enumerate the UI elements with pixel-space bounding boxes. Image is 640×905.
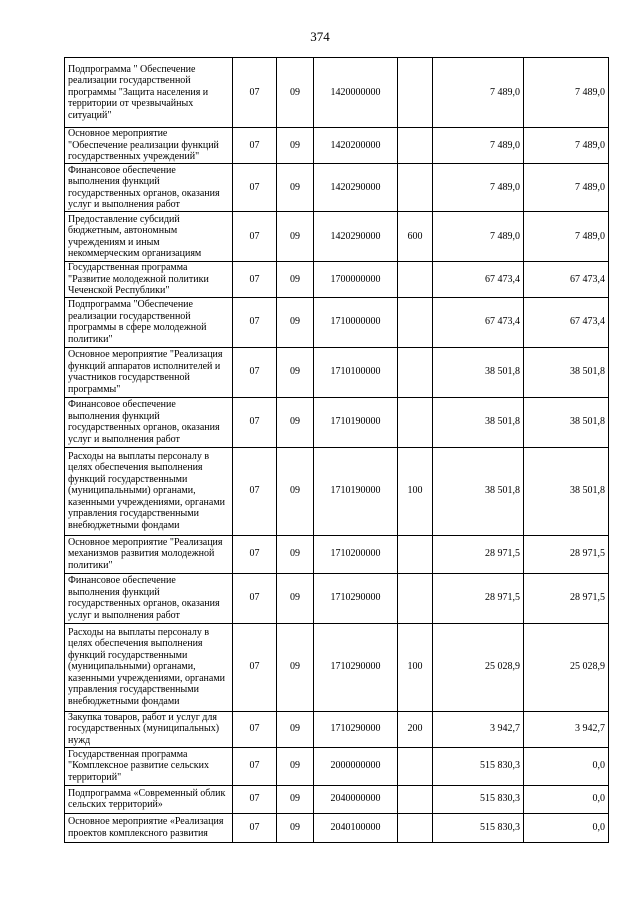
table-row bbox=[65, 262, 609, 298]
row-target-article: 1420290000 bbox=[314, 212, 398, 262]
row-target-article: 1710200000 bbox=[314, 535, 398, 573]
row-name: Расходы на выплаты персоналу в целях обеспечения выполнения функций государственными (муниципальными) органами, казенными учреждениями, органами управления государственными внебюджетными фондами bbox=[65, 447, 233, 535]
table-row bbox=[65, 535, 609, 573]
row-expense-type bbox=[398, 164, 433, 212]
row-target-article: 2040100000 bbox=[314, 813, 398, 842]
row-name: Подпрограмма «Современный облик сельских территорий» bbox=[65, 785, 233, 813]
row-sum-1: 38 501,8 bbox=[433, 347, 524, 397]
row-sum-1: 28 971,5 bbox=[433, 535, 524, 573]
row-subsection: 09 bbox=[277, 747, 314, 785]
row-section: 07 bbox=[233, 164, 277, 212]
row-sum-2: 0,0 bbox=[524, 747, 609, 785]
row-sum-2: 28 971,5 bbox=[524, 535, 609, 573]
row-expense-type bbox=[398, 297, 433, 347]
row-target-article: 1700000000 bbox=[314, 262, 398, 298]
row-sum-1: 28 971,5 bbox=[433, 573, 524, 623]
row-section: 07 bbox=[233, 58, 277, 128]
row-sum-1: 38 501,8 bbox=[433, 447, 524, 535]
row-name: Государственная программа "Комплексное развитие сельских территорий" bbox=[65, 747, 233, 785]
row-expense-type bbox=[398, 58, 433, 128]
row-sum-1: 515 830,3 bbox=[433, 785, 524, 813]
row-subsection: 09 bbox=[277, 813, 314, 842]
row-subsection: 09 bbox=[277, 58, 314, 128]
row-name: Закупка товаров, работ и услуг для государственных (муниципальных) нужд bbox=[65, 711, 233, 747]
row-section: 07 bbox=[233, 623, 277, 711]
row-section: 07 bbox=[233, 813, 277, 842]
table-row bbox=[65, 747, 609, 785]
row-name: Основное мероприятие «Реализация проектов комплексного развития bbox=[65, 813, 233, 842]
table-row bbox=[65, 813, 609, 842]
row-name: Основное мероприятие "Реализация функций аппаратов исполнителей и участников государственной программы" bbox=[65, 347, 233, 397]
row-subsection: 09 bbox=[277, 347, 314, 397]
row-name: Финансовое обеспечение выполнения функций государственных органов, оказания услуг и выполнения работ bbox=[65, 164, 233, 212]
row-sum-2: 38 501,8 bbox=[524, 347, 609, 397]
row-expense-type bbox=[398, 347, 433, 397]
row-expense-type bbox=[398, 128, 433, 164]
row-expense-type bbox=[398, 785, 433, 813]
row-name: Основное мероприятие "Реализация механизмов развития молодежной политики" bbox=[65, 535, 233, 573]
table-row bbox=[65, 128, 609, 164]
row-sum-1: 67 473,4 bbox=[433, 262, 524, 298]
row-sum-1: 3 942,7 bbox=[433, 711, 524, 747]
row-subsection: 09 bbox=[277, 711, 314, 747]
row-sum-2: 3 942,7 bbox=[524, 711, 609, 747]
table-row bbox=[65, 347, 609, 397]
row-target-article: 1710290000 bbox=[314, 573, 398, 623]
row-section: 07 bbox=[233, 128, 277, 164]
row-sum-2: 67 473,4 bbox=[524, 297, 609, 347]
row-expense-type bbox=[398, 397, 433, 447]
row-sum-1: 7 489,0 bbox=[433, 128, 524, 164]
row-section: 07 bbox=[233, 447, 277, 535]
row-subsection: 09 bbox=[277, 785, 314, 813]
row-sum-1: 515 830,3 bbox=[433, 747, 524, 785]
row-expense-type: 200 bbox=[398, 711, 433, 747]
row-sum-2: 0,0 bbox=[524, 813, 609, 842]
row-target-article: 2000000000 bbox=[314, 747, 398, 785]
row-name: Финансовое обеспечение выполнения функций государственных органов, оказания услуг и выполнения работ bbox=[65, 397, 233, 447]
row-sum-1: 25 028,9 bbox=[433, 623, 524, 711]
row-sum-2: 25 028,9 bbox=[524, 623, 609, 711]
row-expense-type bbox=[398, 535, 433, 573]
row-name: Государственная программа "Развитие молодежной политики Чеченской Республики" bbox=[65, 262, 233, 298]
row-sum-2: 7 489,0 bbox=[524, 164, 609, 212]
table-row bbox=[65, 623, 609, 711]
table-row bbox=[65, 297, 609, 347]
row-subsection: 09 bbox=[277, 212, 314, 262]
row-expense-type bbox=[398, 747, 433, 785]
row-sum-1: 7 489,0 bbox=[433, 164, 524, 212]
row-target-article: 1710000000 bbox=[314, 297, 398, 347]
row-target-article: 2040000000 bbox=[314, 785, 398, 813]
row-name: Подпрограмма "Обеспечение реализации государственной программы в сфере молодежной политики" bbox=[65, 297, 233, 347]
row-section: 07 bbox=[233, 262, 277, 298]
row-sum-1: 38 501,8 bbox=[433, 397, 524, 447]
row-section: 07 bbox=[233, 297, 277, 347]
table-row bbox=[65, 711, 609, 747]
table-row bbox=[65, 573, 609, 623]
table-row bbox=[65, 58, 609, 128]
row-expense-type bbox=[398, 813, 433, 842]
row-sum-2: 7 489,0 bbox=[524, 212, 609, 262]
row-name: Основное мероприятие "Обеспечение реализации функций государственных учреждений" bbox=[65, 128, 233, 164]
table-row bbox=[65, 212, 609, 262]
row-expense-type bbox=[398, 262, 433, 298]
row-section: 07 bbox=[233, 573, 277, 623]
row-target-article: 1710190000 bbox=[314, 447, 398, 535]
row-expense-type bbox=[398, 573, 433, 623]
row-subsection: 09 bbox=[277, 573, 314, 623]
row-target-article: 1710190000 bbox=[314, 397, 398, 447]
row-expense-type: 100 bbox=[398, 623, 433, 711]
row-sum-2: 7 489,0 bbox=[524, 58, 609, 128]
row-sum-2: 7 489,0 bbox=[524, 128, 609, 164]
row-target-article: 1710290000 bbox=[314, 711, 398, 747]
row-section: 07 bbox=[233, 711, 277, 747]
row-section: 07 bbox=[233, 212, 277, 262]
row-section: 07 bbox=[233, 347, 277, 397]
row-section: 07 bbox=[233, 535, 277, 573]
page-number: 374 bbox=[310, 29, 330, 44]
row-target-article: 1420200000 bbox=[314, 128, 398, 164]
row-sum-2: 0,0 bbox=[524, 785, 609, 813]
row-section: 07 bbox=[233, 785, 277, 813]
row-subsection: 09 bbox=[277, 447, 314, 535]
row-name: Финансовое обеспечение выполнения функций государственных органов, оказания услуг и выполнения работ bbox=[65, 573, 233, 623]
row-expense-type: 600 bbox=[398, 212, 433, 262]
row-subsection: 09 bbox=[277, 535, 314, 573]
row-subsection: 09 bbox=[277, 623, 314, 711]
row-sum-1: 7 489,0 bbox=[433, 212, 524, 262]
row-subsection: 09 bbox=[277, 262, 314, 298]
table-row bbox=[65, 164, 609, 212]
row-sum-1: 515 830,3 bbox=[433, 813, 524, 842]
row-target-article: 1710100000 bbox=[314, 347, 398, 397]
row-name: Расходы на выплаты персоналу в целях обеспечения выполнения функций государственными (муниципальными) органами, казенными учреждениями, органами управления государственными внебюджетными фондами bbox=[65, 623, 233, 711]
table-row bbox=[65, 397, 609, 447]
row-name: Предоставление субсидий бюджетным, автономным учреждениям и иным некоммерческим организациям bbox=[65, 212, 233, 262]
budget-table bbox=[64, 57, 609, 843]
row-sum-2: 67 473,4 bbox=[524, 262, 609, 298]
row-section: 07 bbox=[233, 747, 277, 785]
table-row bbox=[65, 447, 609, 535]
row-subsection: 09 bbox=[277, 397, 314, 447]
row-target-article: 1420290000 bbox=[314, 164, 398, 212]
row-sum-2: 38 501,8 bbox=[524, 447, 609, 535]
row-subsection: 09 bbox=[277, 128, 314, 164]
row-sum-2: 28 971,5 bbox=[524, 573, 609, 623]
row-sum-2: 38 501,8 bbox=[524, 397, 609, 447]
row-sum-1: 67 473,4 bbox=[433, 297, 524, 347]
row-section: 07 bbox=[233, 397, 277, 447]
row-target-article: 1710290000 bbox=[314, 623, 398, 711]
row-subsection: 09 bbox=[277, 297, 314, 347]
row-name: Подпрограмма " Обеспечение реализации государственной программы "Защита населения и территории от чрезвычайных ситуаций" bbox=[65, 58, 233, 128]
row-sum-1: 7 489,0 bbox=[433, 58, 524, 128]
table-row bbox=[65, 785, 609, 813]
row-target-article: 1420000000 bbox=[314, 58, 398, 128]
row-expense-type: 100 bbox=[398, 447, 433, 535]
row-subsection: 09 bbox=[277, 164, 314, 212]
